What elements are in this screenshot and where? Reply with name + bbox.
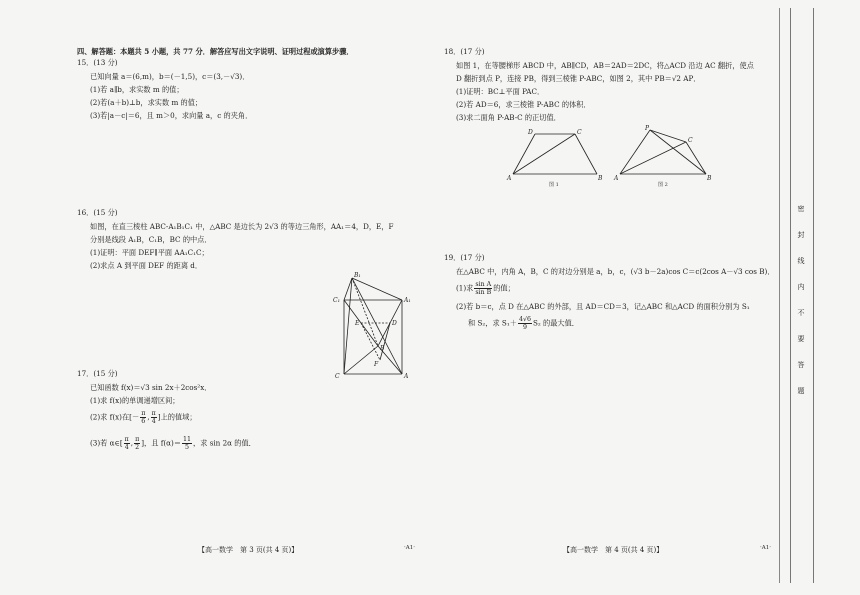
fig1-label-B: B <box>598 175 603 182</box>
q17-part3: (3)若 α∈[ $\frac{\pi}{4}$ , $\frac{\pi}{2}$ ]，且 f(α)＝ $\frac{11}{5}$ ，求 sin 2α 的值． <box>90 436 256 451</box>
q18-part1: (1)证明：BC⊥平面 PAC． <box>456 87 545 96</box>
footer-left-mark: ·A1· <box>404 545 415 551</box>
label-A: A <box>404 373 409 380</box>
q15-part1: (1)若 a∥b，求实数 m 的值； <box>90 85 184 94</box>
q18-line2: D 翻折到点 P，连接 PB，得到三棱锥 P-ABC，如图 2，其中 PB＝√2 AP． <box>456 74 701 83</box>
footer-right: 【高一数学 第 4 页(共 4 页)】 <box>563 546 664 554</box>
side-char-6: 要 <box>797 335 805 343</box>
label-E: E <box>355 320 360 327</box>
side-char-2: 封 <box>797 231 805 239</box>
side-char-1: 密 <box>797 205 805 213</box>
q17-part2: (2)求 f(x)在[－ $\frac{\pi}{6}$ , $\frac{\pi}{4}$ ]上的值域； <box>90 410 197 425</box>
footer-right-mark: ·A1· <box>760 545 771 551</box>
side-char-8: 题 <box>797 387 805 395</box>
fig1-label-D: D <box>528 129 533 136</box>
label-C1: C₁ <box>333 297 340 304</box>
label-D: D <box>392 320 397 327</box>
q19-part2-cont: 和 S₂，求 S₁＋ $\frac{4√6}{9}$ S₂ 的最大值． <box>468 316 579 331</box>
q18-heading: 18．(17 分) <box>444 47 485 56</box>
fig1-label-A: A <box>507 175 512 182</box>
q17-stem: 已知函数 f(x)＝√3 sin 2x＋2cos²x． <box>90 383 212 392</box>
q19-part2: (2)若 b＝c，点 D 在△ABC 的外部，且 AD＝CD＝3，记△ABC 和△ACD 的面积分别为 S₁ <box>456 302 750 311</box>
q17-heading: 17．(15 分) <box>77 369 118 378</box>
q18-figure2 <box>612 124 716 188</box>
footer-left: 【高一数学 第 3 页(共 4 页)】 <box>198 546 299 554</box>
side-char-5: 不 <box>797 309 805 317</box>
side-char-7: 答 <box>797 361 805 369</box>
fig2-label-C: C <box>688 137 693 144</box>
q15-part3: (3)若|a－c|＝6，且 m＞0，求向量 a，c 的夹角． <box>90 111 253 120</box>
q15-part2: (2)若(a＋b)⊥b，求实数 m 的值； <box>90 98 203 107</box>
section-title: 四、解答题：本题共 5 小题，共 77 分．解答应写出文字说明、证明过程或演算步骤． <box>77 47 354 56</box>
label-C: C <box>335 373 340 380</box>
binding-strip <box>790 8 814 583</box>
q17-part1: (1)求 f(x)的单调递增区间； <box>90 396 180 405</box>
fig2-label-A: A <box>614 175 619 182</box>
prism-figure <box>330 268 415 380</box>
label-F: F <box>374 361 379 368</box>
fig1-label-C: C <box>577 129 582 136</box>
q18-part2: (2)若 AD＝6，求三棱锥 P-ABC 的体积． <box>456 100 591 109</box>
q16-line1: 如图，在直三棱柱 ABC-A₁B₁C₁ 中，△ABC 是边长为 2√3 的等边三角形，AA₁＝4，D，E，F <box>90 222 394 231</box>
q18-figure1 <box>505 126 605 188</box>
q16-part1: (1)证明：平面 DEF∥平面 AA₁C₁C； <box>90 248 209 257</box>
label-B: B <box>380 345 385 352</box>
q18-line1: 如图 1，在等腰梯形 ABCD 中，AB∥CD，AB＝2AD＝2DC，将△ACD 沿边 AC 翻折，使点 <box>456 61 754 70</box>
q19-heading: 19．(17 分) <box>444 253 485 262</box>
side-char-4: 内 <box>797 283 805 291</box>
q15-heading: 15．(13 分) <box>77 58 118 67</box>
fig2-caption: 图 2 <box>658 182 668 188</box>
fig2-label-B: B <box>707 175 712 182</box>
label-A1: A₁ <box>404 297 411 304</box>
q16-line2: 分别是线段 A₁B，C₁B，BC 的中点． <box>90 235 212 244</box>
q15-stem: 已知向量 a＝(6,m)，b＝(－1,5)，c＝(3,－√3)． <box>90 72 250 81</box>
side-char-3: 线 <box>797 257 805 265</box>
fig2-label-P: P <box>645 125 650 132</box>
label-B1: B₁ <box>354 272 361 279</box>
q19-part1: (1)求 $\frac{\text{sin A}}{\text{sin B}}$ 的值； <box>456 281 515 296</box>
fig1-caption: 图 1 <box>549 182 559 188</box>
q18-part3: (3)求二面角 P-AB-C 的正切值． <box>456 113 561 122</box>
q16-part2: (2)求点 A 到平面 DEF 的距离 d． <box>90 261 203 270</box>
q16-heading: 16．(15 分) <box>77 208 118 217</box>
q19-line1: 在△ABC 中，内角 A，B，C 的对边分别是 a，b，c，(√3 b－2a)cos C＝c(2cos A－√3 cos B)． <box>456 267 775 276</box>
